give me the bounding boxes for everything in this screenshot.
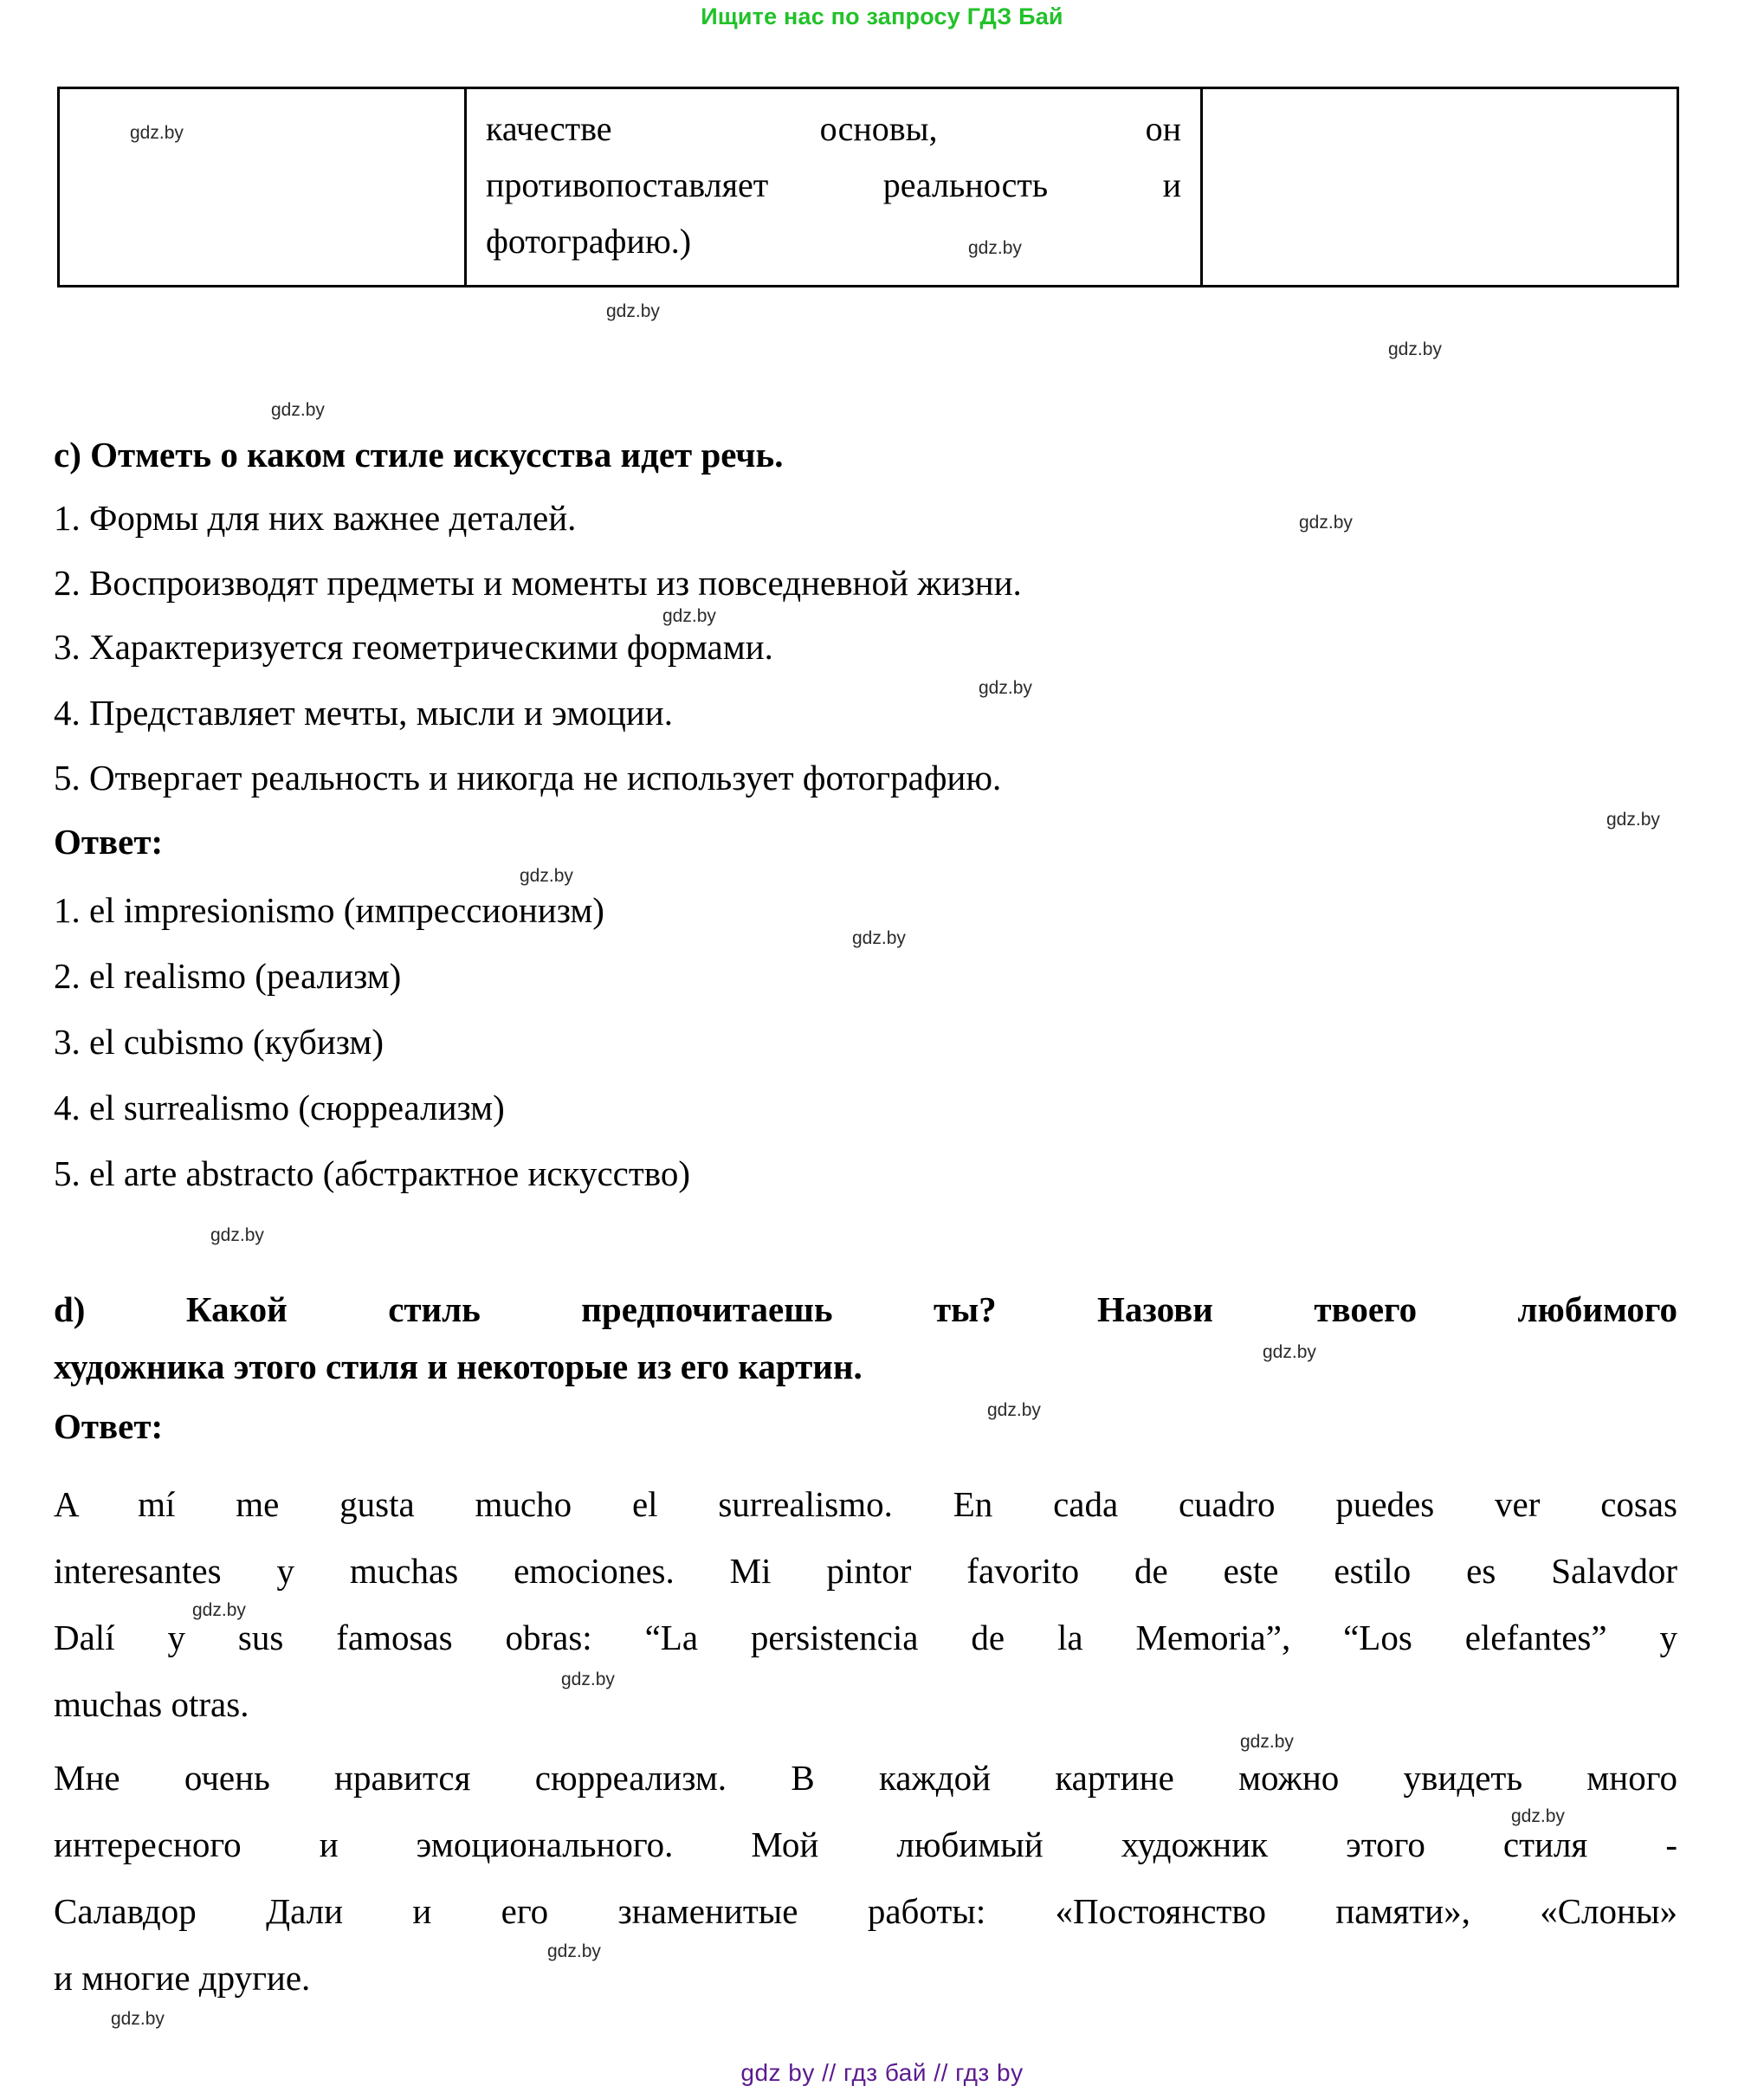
section-c-heading: c) Отметь о каком стиле искусства идет речь. xyxy=(54,435,784,475)
watermark: gdz.by xyxy=(852,928,906,948)
watermark: gdz.by xyxy=(606,301,660,321)
table-cell-text xyxy=(467,89,1200,285)
table-cell-line: качестве основы, он xyxy=(486,109,1181,148)
table-row xyxy=(59,88,1678,287)
watermark: gdz.by xyxy=(1299,513,1353,533)
watermark: gdz.by xyxy=(979,678,1032,698)
section-c-item-2: 2. Воспроизводят предметы и моменты из повседневной жизни. xyxy=(54,563,1022,603)
section-d-answer-label: Ответ: xyxy=(54,1406,164,1446)
watermark: gdz.by xyxy=(1511,1806,1565,1826)
russian-answer-line-3: Салавдор Дали и его знаменитые работы: «Постоянство памяти», «Слоны» xyxy=(54,1891,1677,1931)
table-cell-middle xyxy=(466,88,1202,287)
russian-answer-line-4: и многие другие. xyxy=(54,1958,311,1998)
section-c-answer-5: 5. el arte abstracto (абстрактное искусство) xyxy=(54,1153,690,1193)
section-c-item-3: 3. Характеризуется геометрическими формами. xyxy=(54,627,773,667)
watermark: gdz.by xyxy=(662,606,716,626)
section-c-answer-label: Ответ: xyxy=(54,822,164,862)
spanish-answer-line-2: interesantes y muchas emociones. Mi pintor favorito de este estilo es Salavdor xyxy=(54,1551,1677,1591)
watermark: gdz.by xyxy=(192,1600,246,1620)
table-cell-line: фотографию.) xyxy=(486,221,692,261)
watermark: gdz.by xyxy=(1240,1732,1294,1752)
watermark: gdz.by xyxy=(987,1400,1041,1420)
watermark: gdz.by xyxy=(1263,1342,1316,1362)
table-cell-left xyxy=(59,88,466,287)
watermark: gdz.by xyxy=(547,1941,601,1961)
table-cell-line: противопоставляет реальность и xyxy=(486,165,1181,204)
watermark: gdz.by xyxy=(210,1225,264,1245)
spanish-answer-line-1: A mí me gusta mucho el surrealismo. En cada cuadro puedes ver cosas xyxy=(54,1484,1677,1524)
section-c-item-1: 1. Формы для них важнее деталей. xyxy=(54,498,577,538)
watermark: gdz.by xyxy=(1388,339,1442,359)
watermark: gdz.by xyxy=(130,123,184,143)
watermark: gdz.by xyxy=(271,400,325,420)
section-c-answer-1: 1. el impresionismo (импрессионизм) xyxy=(54,890,604,930)
watermark: gdz.by xyxy=(561,1670,615,1689)
spanish-answer-line-4: muchas otras. xyxy=(54,1684,249,1724)
watermark: gdz.by xyxy=(1606,810,1660,830)
section-c-item-5: 5. Отвергает реальность и никогда не использует фотографию. xyxy=(54,758,1002,798)
site-footer: gdz by // гдз бай // гдз by xyxy=(740,2059,1024,2086)
content-table xyxy=(57,87,1679,287)
site-promo-header: Ищите нас по запросу ГДЗ Бай xyxy=(701,3,1063,29)
table-cell-right xyxy=(1202,88,1678,287)
section-c-answer-2: 2. el realismo (реализм) xyxy=(54,956,402,996)
section-d-heading-line-2: художника этого стиля и некоторые из его картин. xyxy=(54,1347,863,1386)
section-c-answer-4: 4. el surrealismo (сюрреализм) xyxy=(54,1088,505,1127)
russian-answer-line-1: Мне очень нравится сюрреализм. В каждой картине можно увидеть много xyxy=(54,1758,1677,1798)
watermark: gdz.by xyxy=(111,2009,165,2029)
section-c-answer-3: 3. el cubismo (кубизм) xyxy=(54,1022,384,1062)
watermark: gdz.by xyxy=(520,866,573,886)
watermark: gdz.by xyxy=(968,238,1022,258)
section-c-item-4: 4. Представляет мечты, мысли и эмоции. xyxy=(54,693,673,733)
russian-answer-line-2: интересного и эмоционального. Мой любимый художник этого стиля - xyxy=(54,1825,1677,1864)
spanish-answer-line-3: Dalí y sus famosas obras: “La persistencia de la Memoria”, “Los elefantes” y xyxy=(54,1618,1677,1657)
section-d-heading-line-1: d) Какой стиль предпочитаешь ты? Назови твоего любимого xyxy=(54,1289,1677,1329)
